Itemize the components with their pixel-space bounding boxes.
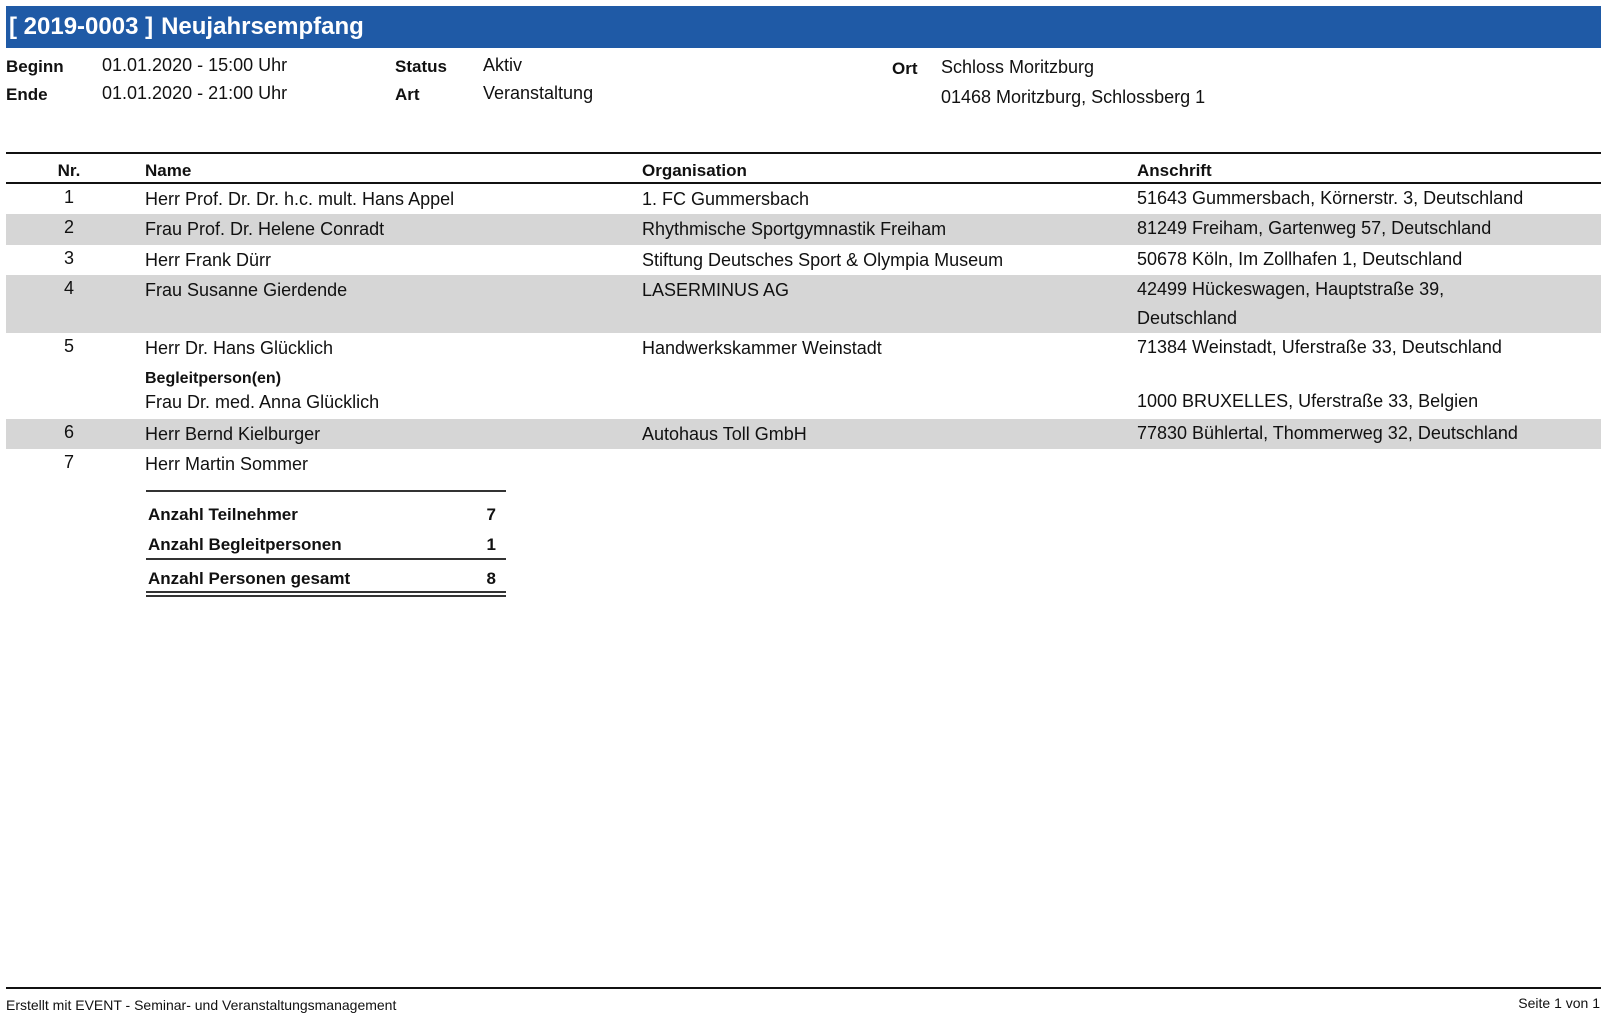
- row-anschrift: 81249 Freiham, Gartenweg 57, Deutschland: [1137, 218, 1492, 238]
- row-nr: 4: [63, 278, 74, 298]
- status-label: Status: [395, 57, 447, 76]
- ort-line2: 01468 Moritzburg, Schlossberg 1: [941, 87, 1206, 107]
- summary-label: Anzahl Begleitpersonen: [148, 535, 342, 554]
- table-row: [6, 184, 1601, 214]
- summary-label: Anzahl Teilnehmer: [148, 505, 298, 524]
- row-organisation: 1. FC Gummersbach: [642, 189, 810, 209]
- summary-value: 1: [486, 535, 496, 554]
- report-title-bar: [6, 6, 1601, 48]
- table-row: [6, 245, 1601, 275]
- row-organisation: Rhythmische Sportgymnastik Freiham: [642, 219, 947, 239]
- table-row: [6, 275, 1601, 333]
- beginn-label: Beginn: [6, 57, 64, 76]
- row-nr: 5: [63, 336, 74, 356]
- table-row: [6, 419, 1601, 449]
- col-nr-header: Nr.: [57, 161, 81, 180]
- summary-row-teilnehmer: [146, 505, 506, 527]
- event-title: Neujahrsempfang: [161, 13, 364, 40]
- page-number: Seite 1 von 1: [1518, 995, 1600, 1011]
- ende-value: 01.01.2020 - 21:00 Uhr: [102, 83, 288, 103]
- summary-top-rule: [146, 490, 506, 492]
- row-nr: 7: [63, 452, 74, 472]
- row-organisation: LASERMINUS AG: [642, 280, 790, 300]
- status-value: Aktiv: [483, 55, 523, 75]
- row-anschrift: 50678 Köln, Im Zollhafen 1, Deutschland: [1137, 249, 1463, 269]
- companion-heading: Begleitperson(en): [145, 370, 282, 387]
- col-name-header: Name: [145, 161, 192, 180]
- row-anschrift: 71384 Weinstadt, Uferstraße 33, Deutschland: [1137, 337, 1502, 357]
- row-organisation: Autohaus Toll GmbH: [642, 424, 807, 444]
- row-organisation: Stiftung Deutsches Sport & Olympia Museum: [642, 250, 1004, 270]
- participant-table: [6, 184, 1601, 479]
- companion-anschrift: 1000 BRUXELLES, Uferstraße 33, Belgien: [1137, 391, 1479, 411]
- summary-double-rule-1: [146, 591, 506, 593]
- row-name: Herr Frank Dürr: [145, 250, 272, 270]
- row-name: Herr Dr. Hans Glücklich: [145, 338, 334, 358]
- companion-name: Frau Dr. med. Anna Glücklich: [145, 392, 380, 412]
- summary-label: Anzahl Personen gesamt: [148, 569, 351, 588]
- ort-label: Ort: [892, 59, 918, 78]
- row-anschrift-line1: 42499 Hückeswagen, Hauptstraße 39,: [1137, 279, 1445, 299]
- row-anschrift-line2: Deutschland: [1137, 308, 1238, 328]
- summary-block: [146, 490, 506, 600]
- row-name: Frau Prof. Dr. Helene Conradt: [145, 219, 385, 239]
- summary-double-rule-2: [146, 595, 506, 597]
- col-anschrift-header: Anschrift: [1137, 161, 1212, 180]
- event-id: [ 2019-0003 ]: [9, 13, 154, 40]
- summary-value: 8: [486, 569, 496, 588]
- summary-row-begleitpersonen: [146, 535, 506, 557]
- row-nr: 2: [63, 217, 74, 237]
- row-anschrift: 77830 Bühlertal, Thommerweg 32, Deutschland: [1137, 423, 1518, 443]
- beginn-value: 01.01.2020 - 15:00 Uhr: [102, 55, 288, 75]
- row-organisation: Handwerkskammer Weinstadt: [642, 338, 882, 358]
- ort-line1: Schloss Moritzburg: [941, 57, 1095, 77]
- row-name: Herr Bernd Kielburger: [145, 424, 321, 444]
- row-anschrift: 51643 Gummersbach, Körnerstr. 3, Deutschland: [1137, 188, 1524, 208]
- row-name: Herr Martin Sommer: [145, 454, 309, 474]
- row-name: Frau Susanne Gierdende: [145, 280, 348, 300]
- row-nr: 6: [63, 422, 74, 442]
- table-row: [6, 333, 1601, 419]
- table-row: [6, 449, 1601, 479]
- row-name: Herr Prof. Dr. Dr. h.c. mult. Hans Appel: [145, 189, 455, 209]
- art-label: Art: [395, 85, 420, 104]
- col-organisation-header: Organisation: [642, 161, 747, 180]
- summary-mid-rule: [146, 558, 506, 560]
- table-header: [6, 160, 1601, 182]
- footer-rule: [6, 987, 1601, 989]
- summary-value: 7: [486, 505, 496, 524]
- art-value: Veranstaltung: [483, 83, 594, 103]
- summary-row-gesamt: [146, 569, 506, 591]
- footer-credit: Erstellt mit EVENT - Seminar- und Veranstaltungsmanagement: [6, 997, 397, 1013]
- table-top-rule: [6, 152, 1601, 154]
- row-nr: 1: [63, 187, 74, 207]
- row-nr: 3: [63, 248, 74, 268]
- table-row: [6, 214, 1601, 245]
- ende-label: Ende: [6, 85, 48, 104]
